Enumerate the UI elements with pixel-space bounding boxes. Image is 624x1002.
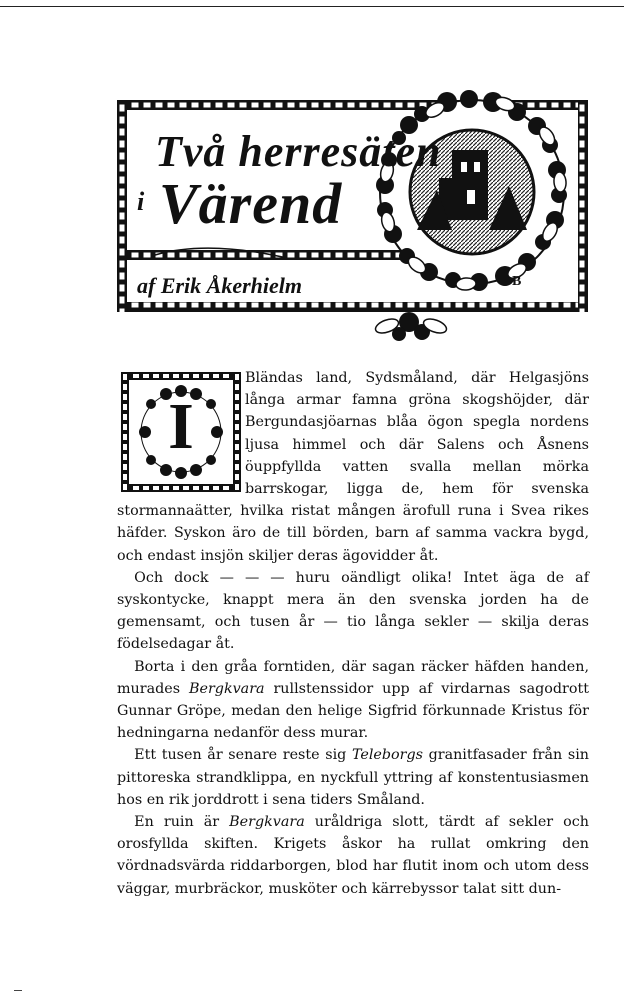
title-preposition: i (137, 187, 146, 216)
paragraph (117, 811, 589, 900)
text-run: uråldriga slott, tärdt af sekler och orosfyllda skiften. Krigets åskor ha rullat omkring den vördnadsvärda riddarborgen, blod har flutit inom och utom dess väggar, murbräckor, musköter och kärrebyssor talat sitt dun- (117, 814, 589, 897)
italic-name: Teleborgs (351, 747, 423, 764)
paragraph (117, 744, 589, 811)
title-plate (117, 90, 588, 342)
text-run: Ett tusen år senare reste sig (134, 747, 352, 764)
author-byline: af Erik Åkerhielm (137, 273, 303, 298)
text-run: Borta i den gråa forntiden, där sagan räcker häfden handen, murades (117, 658, 589, 697)
paragraph (117, 567, 589, 656)
text-run: En ruin är (134, 814, 230, 831)
top-rule (0, 6, 624, 7)
article-body (117, 367, 589, 900)
italic-name: Bergkvara (188, 680, 265, 697)
drop-cap-letter: I (168, 390, 194, 463)
artist-monogram: B (512, 274, 522, 289)
paragraph (117, 656, 589, 745)
title-line-2: Värend (159, 171, 343, 236)
text-run: rullstenssidor upp af virdarnas sagodrott Gunnar Gröpe, medan den helige Sigfrid förkunnade Kristus för hedningarna nedanför dess murar. (117, 680, 589, 742)
text-run: granitfasader från sin pittoreska strandklippa, en nyckfull yttring af konstentusiasmen hos en rik jorddrott i sena tiders Småland. (117, 747, 589, 808)
text-run: Och dock — — — huru oändligt olika! Intet äga de af syskontycke, knappt mera än den svenska jorden ha de gemensamt, och tusen år — tio långa sekler — skilja deras födelsedagar åt. (117, 569, 589, 653)
title-line-1: Två herresäten (155, 127, 442, 176)
text-run: Bländas land, Sydsmåland, där Helgasjöns långa armar famna gröna skogshöjder, där Bergundasjöarnas blåa ögon spegla nordens ljusa himmel och där Salens och Åsnens öuppfyllda vatten svalla mellan mörka barrskogar, ligga de, hem för svenska stormannaätter, hvilka ristat mången ärofull runa i Svea rikes häfder. Syskon äro de till börden, barn af samma vackra bygd, och endast insjön skiljer deras ägovidder åt. (117, 370, 589, 564)
corner-mark (14, 990, 22, 991)
italic-name: Bergkvara (229, 814, 305, 831)
paragraph (117, 367, 589, 567)
